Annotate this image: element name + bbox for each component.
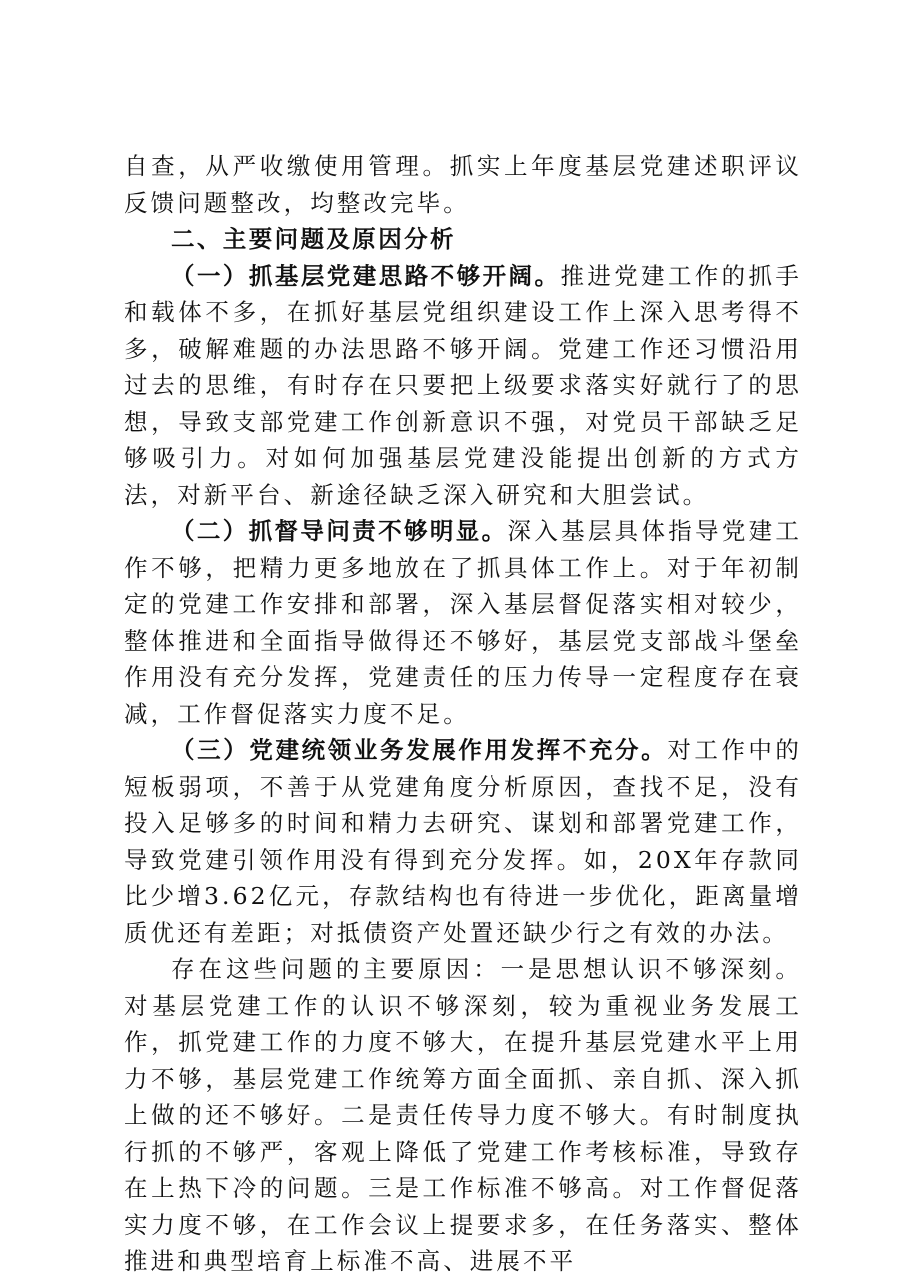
paragraph-text: 存在这些问题的主要原因：一是思想认识不够深刻。对基层党建工作的认识不够深刻，较为重视业务发展工作，抓党建工作的力度不够大，在提升基层党建水平上用力不够，基层党建工作统筹方面全面抓、亲自抓、深入抓上做的还不够好。二是责任传导力度不够大。有时制度执行抓的不够严，客观上降低了党建工作考核标准，导致存在上热下冷的问题。三是工作标准不够高。对工作督促落实力度不够，在工作会议上提要求多，在任务落实、整体推进和典型培育上标准不高、进展不平 [124,955,802,1275]
paragraph-lead: （三）党建统领业务发展作用发挥不充分。 [171,736,668,764]
paragraph-causes [124,951,802,1280]
section-heading [124,221,802,258]
paragraph-text: 自查，从严收缴使用管理。抓实上年度基层党建述职评议反馈问题整改，均整改完毕。 [124,152,802,217]
paragraph-text: 对工作中的短板弱项，不善于从党建角度分析原因，查找不足，没有投入足够多的时间和精力去研究、谋划和部署党建工作，导致党建引领作用没有得到充分发挥。如，20X年存款同比少增3.62亿元，存款结构也有待进一步优化，距离量增质优还有差距；对抵债资产处置还缺少行之有效的办法。 [124,736,802,947]
document-body [124,148,802,1280]
paragraph-text: 深入基层具体指导党建工作不够，把精力更多地放在了抓具体工作上。对于年初制定的党建工作安排和部署，深入基层督促落实相对较少，整体推进和全面指导做得还不够好，基层党支部战斗堡垒作用没有充分发挥，党建责任的压力传导一定程度存在衰减，工作督促落实力度不足。 [124,517,802,728]
paragraph-lead: （一）抓基层党建思路不够开阔。 [171,261,561,290]
paragraph-lead: （二）抓督导问责不够明显。 [171,517,508,545]
paragraph-issue-1 [124,258,802,514]
section-heading-text: 二、主要问题及原因分析 [171,225,456,253]
paragraph-text: 推进党建工作的抓手和载体不多，在抓好基层党组织建设工作上深入思考得不多，破解难题的办法思路不够开阔。党建工作还习惯沿用过去的思维，有时存在只要把上级要求落实好就行了的思想，导致支部党建工作创新意识不强，对党员干部缺乏足够吸引力。对如何加强基层党建没能提出创新的方式方法，对新平台、新途径缺乏深入研究和大胆尝试。 [124,261,803,509]
paragraph-continuation [124,148,802,221]
paragraph-issue-2 [124,513,802,732]
paragraph-issue-3 [124,732,802,951]
